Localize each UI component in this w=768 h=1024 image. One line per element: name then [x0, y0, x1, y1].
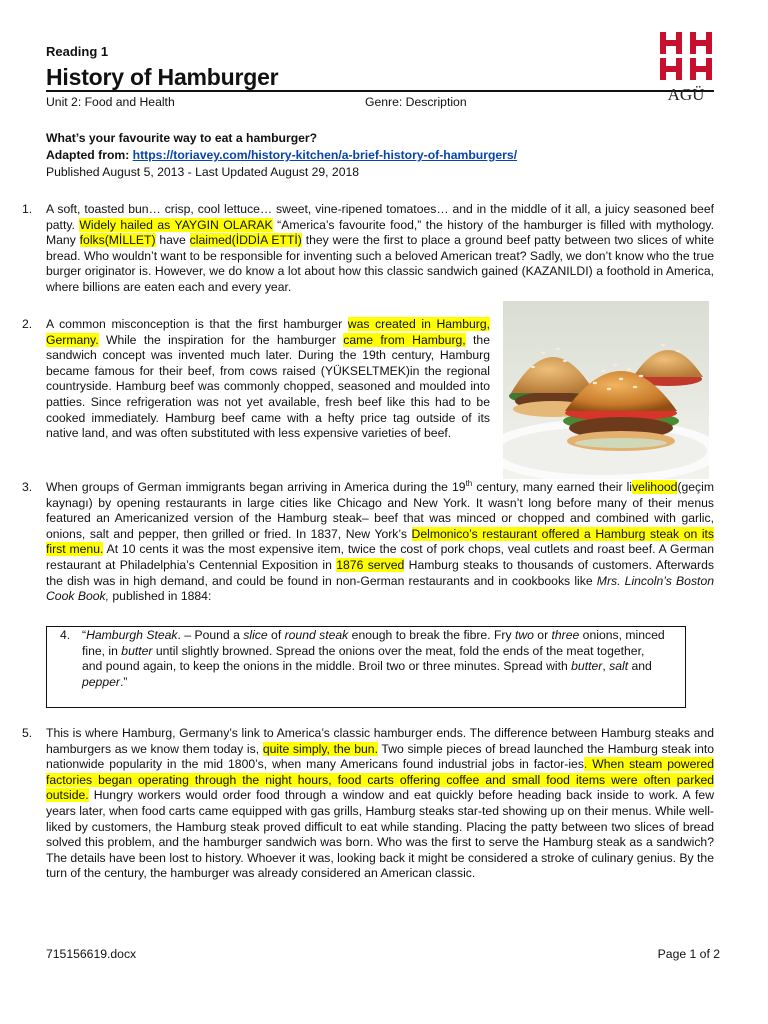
paragraph-2: A common misconception is that the first hamburger was created in Hamburg, Germany. While the inspiration for the hamburger came from Hamburg, the sandwich concept was invented much later. During the 19th century, Hamburg became famous for their beef, from cows raised (YÜKSELTMEK)in the regional countryside. Hamburg beef was commonly chopped, seasoned and moulded into patties. Since refrigeration was not yet available, fresh beef like this had to be cooked immediately. Hamburg beef came with a hefty price tag outside of its native land, and was often substituted with less expensive varieties of beef. — [46, 317, 490, 441]
page-title: History of Hamburger — [46, 64, 279, 90]
recipe-quote: “Hamburgh Steak. – Pound a slice of round steak enough to break the fibre. Fry two or three onions, minced fine, in butter until slightly browned. Spread the onions over the meat, fold the ends of the meat together, and pound again, to keep the onions in the middle. Broil two or three minutes. Spread with butter, salt and pepper.” — [82, 628, 665, 689]
paragraph-1: A soft, toasted bun… crisp, cool lettuce… sweet, vine-ripened tomatoes… and in the middle of it all, a juicy seasoned beef patty. Widely hailed as YAYGIN OLARAK “America’s favourite food,” the history of the hamburger is filled with mythology. Many folks(MİLLET) have claimed(İDDİA ETTİ) they were the first to place a ground beef patty between two slices of white bread. Who wouldn’t want to be responsible for inventing such a beloved American treat? Sadly, we don’t know who the true burger originator is. However, we do know a lot about how this classic sandwich gained (KAZANILDI) a foothold in America, where billions are eaten each and every year. — [46, 202, 714, 294]
intro-question: What’s your favourite way to eat a hamburger? — [46, 131, 318, 145]
genre-label: Genre: Description — [365, 95, 467, 109]
paragraph-5: This is where Hamburg, Germany’s link to America’s classic hamburger ends. The difference between Hamburg steaks and hamburgers as we know them today is, quite simply, the bun. Two simple pieces of bread launched the Hamburg steak into nationwide popularity in the mid 1800’s, when many Americans found industrial jobs in factor-ies. When steam powered factories began operating through the night hours, food carts offering coffee and small food items were often parked outside. Hungry workers would order food through a window and eat quickly before heading back inside to work. A few years later, when food carts came equipped with gas grills, Hamburg steaks star-ted showing up on their menus. While well-liked by customers, the Hamburg steak proved difficult to eat while standing. Placing the patty between two slices of bread solved this problem, and the hamburger sandwich was born. Who was the first to serve the Hamburg steak as a sandwich? The details have been lost to history. Whoever it was, looking back it might be considered a stroke of culinary genius. By the turn of the century, the hamburger was already considered an American classic. — [46, 726, 715, 881]
footer-filename: 715156619.docx — [46, 947, 137, 961]
hamburger-photo — [503, 301, 709, 479]
item-number-5: 5. — [22, 726, 33, 740]
adapted-label: Adapted from: — [46, 148, 130, 162]
title-rule — [46, 90, 714, 92]
unit-label: Unit 2: Food and Health — [46, 95, 175, 109]
logo-text: AGÜ — [667, 85, 705, 102]
item-number-1: 1. — [22, 202, 33, 216]
reading-label: Reading 1 — [46, 44, 109, 59]
adapted-line — [46, 148, 517, 164]
published-line: Published August 5, 2013 - Last Updated August 29, 2018 — [46, 165, 360, 179]
paragraph-3: When groups of German immigrants began arriving in America during the 19th century, many earned their livelihood(geçim kaynagı) by opening restaurants in large cities like Chicago and New York. It wasn’t long before many of their menus featured an Americanized version of the Hamburg steak– beef that was minced or chopped and combined with garlic, onions, salt and pepper, then grilled or fried. In 1837, New York’s Delmonico’s restaurant offered a Hamburg steak on its first menu. At 10 cents it was the most expensive item, twice the cost of pork chops, veal cutlets and roast beef. A German restaurant at Philadelphia’s Centennial Exposition in 1876 served Hamburg steaks to thousands of customers. Afterwards the dish was in high demand, and could be found in non-German restaurants and in cookbooks like Mrs. Lincoln’s Boston Cook Book, published in 1884: — [46, 478, 715, 604]
footer-page-number: Page 1 of 2 — [657, 947, 720, 961]
agu-logo — [658, 30, 714, 102]
source-link[interactable]: https://toriavey.com/history-kitchen/a-brief-history-of-hamburgers/ — [132, 148, 518, 162]
item-number-2: 2. — [22, 317, 33, 331]
item-number-3: 3. — [22, 480, 33, 494]
item-number-4: 4. — [60, 628, 71, 642]
